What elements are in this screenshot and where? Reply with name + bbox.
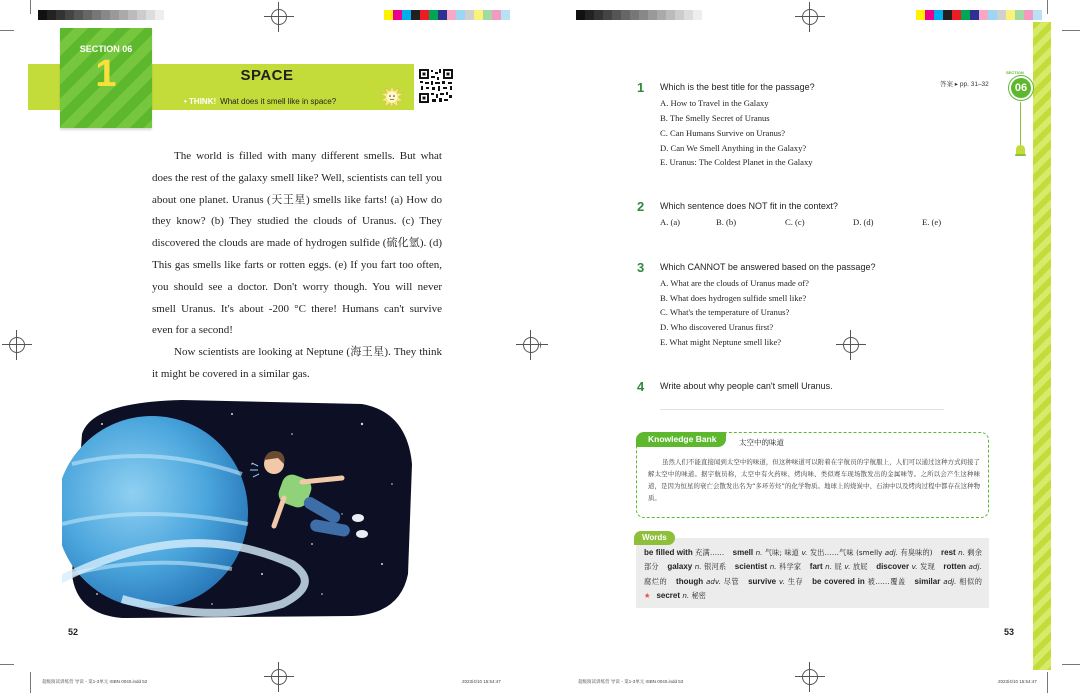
section-label: SECTION 06: [79, 44, 133, 54]
print-footer-file: 超级阅读训练营 导读・第1-3单元 ISBN 0040.indd 53: [578, 679, 684, 684]
vocab-gloss: 科学家: [779, 562, 802, 572]
answer-write-line[interactable]: [660, 409, 944, 410]
crop-mark: [30, 672, 31, 693]
green-edge-band: [1033, 22, 1051, 670]
answer-option: C. Can Humans Survive on Uranus?: [660, 128, 786, 138]
words-label: Words: [634, 531, 675, 545]
think-question: What does it smell like in space?: [220, 97, 337, 106]
vocab-pos: v.: [844, 562, 851, 572]
vocab-pos: adv.: [706, 576, 721, 586]
think-prompt: [184, 97, 336, 106]
print-footer-date: 2023/4/10 15:54:47: [462, 679, 501, 684]
vocab-word: though: [676, 576, 704, 586]
vocab-pos: n.: [958, 548, 965, 557]
vocab-pos: v.: [778, 576, 785, 586]
question-number: 2: [637, 199, 645, 214]
vocab-gloss: 放屁: [852, 562, 868, 572]
registration-mark: [516, 330, 540, 360]
knowledge-bank-label: Knowledge Bank: [636, 432, 726, 447]
answer-option: D. (d): [853, 217, 874, 227]
knowledge-bank-text: 虽然人们不能直接闻到太空中的味道，但这种味道可以附着在宇航员的宇航服上，人们可以通过这种方式间接了解太空中的味道。据宇航员称，太空中有火药味、烤肉味、类似赛车现场散发出的金属味等。之所以会产生这种味道，是因为恒星的衰亡会散发出名为“多环芳烃”的化学物质。地球上的烧炭中、石油中以及烤肉过程中都存在这种物质。: [648, 458, 980, 502]
answer-option: D. Who discovered Uranus first?: [660, 322, 774, 332]
answer-option: A. How to Travel in the Galaxy: [660, 98, 769, 108]
vocabulary-list: [644, 546, 982, 604]
color-strip: [916, 10, 1042, 20]
vocab-pos: n.: [755, 548, 763, 557]
page-title: SPACE: [240, 67, 294, 84]
vocab-gloss: 被……覆盖: [867, 576, 906, 586]
planet-illustration: [62, 394, 416, 620]
question-text: Write about why people can't smell Uranus.: [660, 381, 833, 391]
page-number: 52: [68, 627, 79, 637]
vocab-word: rest: [941, 548, 956, 557]
question-number: 1: [637, 80, 645, 95]
right-page: [540, 0, 1080, 693]
qr-code-icon: [418, 68, 454, 104]
registration-mark: [540, 330, 548, 360]
answer-reference: 答案 ▸ pp. 31–32: [940, 81, 989, 88]
print-footer-file: 超级阅读训练营 导读・第1-3单元 ISBN 0040.indd 52: [42, 679, 148, 684]
vocab-word: rotten: [943, 562, 967, 572]
answer-option: A. (a): [660, 217, 681, 227]
vocab-pos: adj.: [968, 562, 982, 572]
color-strip: [384, 10, 510, 20]
registration-mark: [795, 662, 825, 692]
section-number: 1: [95, 53, 117, 95]
crop-mark: [0, 30, 14, 31]
print-footer-date: 2023/4/10 15:54:47: [998, 679, 1037, 684]
vocab-gloss: 发现: [920, 562, 935, 572]
vocab-gloss: 相似的: [959, 576, 982, 586]
crop-mark: [0, 664, 14, 665]
knowledge-bank-title: 太空中的味道: [739, 438, 784, 447]
vocab-word: discover: [876, 562, 910, 572]
answer-option: B. (b): [716, 217, 737, 227]
vocab-pos: v.: [801, 548, 808, 557]
question-text: Which CANNOT be answered based on the passage?: [660, 262, 876, 272]
sun-mascot-icon: [380, 86, 404, 108]
section-pendant-icon: [1015, 142, 1026, 156]
vocab-word: similar: [914, 576, 941, 586]
vocab-word: galaxy: [667, 562, 693, 572]
vocab-gloss: 气味; 味道: [764, 548, 800, 557]
registration-mark: [836, 330, 866, 360]
crop-mark: [1047, 672, 1048, 693]
question-number: 4: [637, 379, 645, 394]
vocab-gloss: 充满……: [695, 548, 725, 557]
registration-mark: [795, 2, 825, 32]
section-circle-label: SECTION: [1006, 70, 1024, 75]
vocab-word: smell: [732, 548, 754, 557]
pendant-string: [1020, 102, 1021, 142]
vocab-pos: adj.: [943, 576, 957, 586]
vocab-gloss: 生存: [787, 576, 804, 586]
grayscale-strip: [576, 10, 702, 20]
vocab-gloss: 剩余部分: [644, 548, 982, 572]
section-circle: [1009, 76, 1033, 100]
vocab-gloss: 有臭味的): [900, 548, 933, 557]
registration-mark: [264, 2, 294, 32]
vocab-word: scientist: [734, 562, 768, 572]
answer-option: D. Can We Smell Anything in the Galaxy?: [660, 143, 807, 153]
registration-mark: [264, 662, 294, 692]
vocab-pos: adj.: [884, 548, 899, 557]
crop-mark: [1062, 664, 1080, 665]
crop-mark: [1062, 30, 1080, 31]
vocab-pos: v.: [911, 562, 918, 572]
vocab-gloss: 腐烂的: [644, 576, 668, 586]
section-circle-number: 06: [1014, 82, 1028, 94]
answer-option: B. What does hydrogen sulfide smell like?: [660, 293, 807, 303]
vocab-gloss: 发出……气味 (smelly: [809, 548, 883, 557]
star-icon: ★: [644, 591, 651, 601]
registration-mark: [2, 330, 32, 360]
answer-option: B. The Smelly Secret of Uranus: [660, 113, 770, 123]
answer-option: E. Uranus: The Coldest Planet in the Galaxy: [660, 157, 813, 167]
grayscale-strip: [38, 10, 164, 20]
vocab-gloss: 尽管: [723, 576, 740, 586]
vocab-word: fart: [809, 562, 823, 572]
vocab-word: secret: [656, 591, 681, 601]
question-text: Which is the best title for the passage?: [660, 82, 815, 92]
answer-option: E. What might Neptune smell like?: [660, 337, 782, 347]
vocab-pos: n.: [682, 591, 690, 601]
answer-option: A. What are the clouds of Uranus made of?: [660, 278, 809, 288]
vocab-gloss: 银河系: [704, 562, 727, 572]
answer-option: E. (e): [922, 217, 942, 227]
question-text: Which sentence does NOT fit in the context?: [660, 201, 838, 211]
answer-option: C. (c): [785, 217, 805, 227]
vocab-pos: n.: [694, 562, 702, 572]
question-number: 3: [637, 260, 645, 275]
vocab-pos: n.: [825, 562, 833, 572]
vocab-word: be covered in: [812, 576, 865, 586]
passage-paragraph: The world is filled with many different smells. But what does the rest of the galaxy smell like? Well, scientists can tell you about one planet. Uranus (天王星) smells like farts! (a) How do they know? (b) They studied the clouds of Uranus. (c) They discovered the clouds are made of hydrogen sulfide (硫化氫). (d) This gas smells like farts or rotten eggs. (e) If you fart too often, you should see a doctor. Don't worry though. You will never smell Uranus. It's about -200 °C there! Humans can't survive even for a second!: [152, 150, 442, 337]
think-label: • THINK!: [184, 97, 217, 106]
reading-passage: [152, 146, 442, 386]
vocab-gloss: 秘密: [691, 591, 706, 601]
vocab-gloss: 屁: [834, 562, 842, 572]
passage-paragraph: Now scientists are looking at Neptune (海王星). They think it might be covered in a similar gas.: [152, 346, 442, 380]
page-number: 53: [1004, 627, 1015, 637]
crop-mark: [30, 0, 31, 14]
crop-mark: [1047, 0, 1048, 14]
vocab-pos: n.: [769, 562, 777, 572]
vocab-word: survive: [748, 576, 777, 586]
vocab-word: be filled with: [644, 548, 693, 557]
answer-option: C. What's the temperature of Uranus?: [660, 307, 790, 317]
